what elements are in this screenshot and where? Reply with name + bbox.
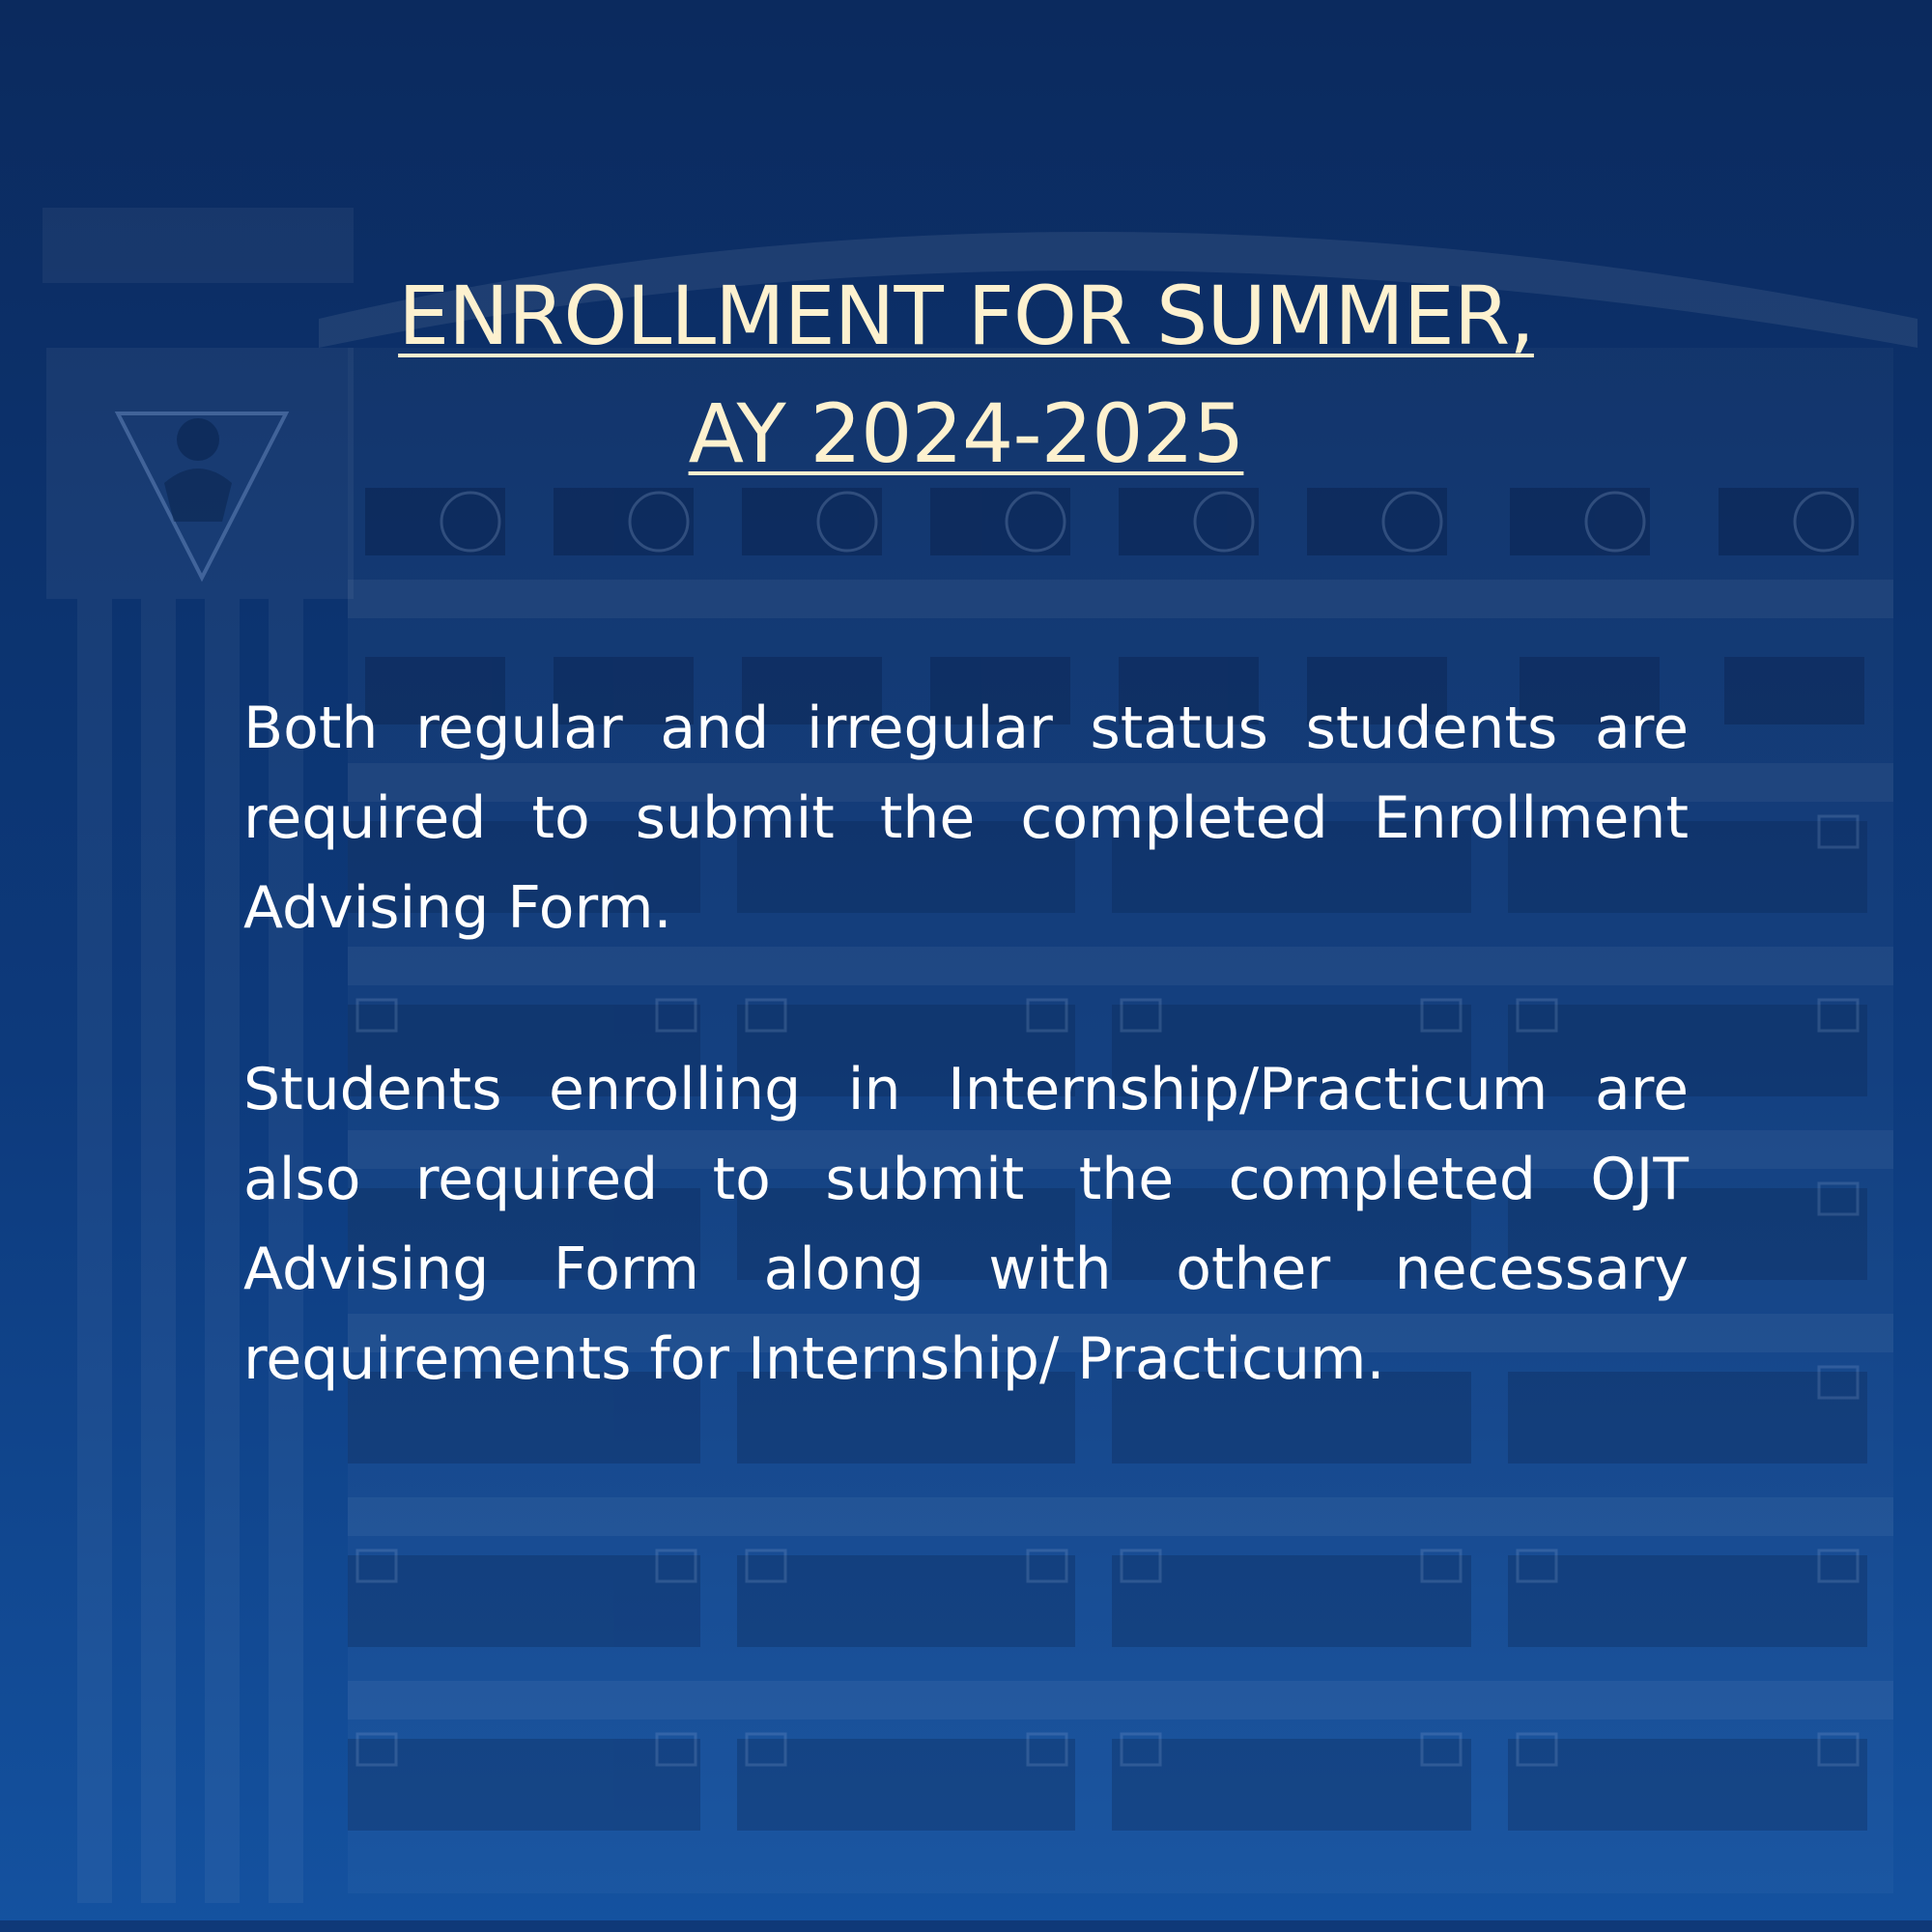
paragraph-ojt-advising: Students enrolling in Internship/Practicum are also required to submit the completed OJT Advising Form along with other necessary requirements for Internship/ Practicum. — [243, 1056, 1689, 1393]
paragraph-enrollment-advising: Both regular and irregular status students are required to submit the completed Enrollment Advising Form. — [243, 695, 1689, 942]
title-line-2: AY 2024-2025 — [688, 386, 1244, 481]
title-line-1: ENROLLMENT FOR SUMMER, — [398, 269, 1534, 363]
